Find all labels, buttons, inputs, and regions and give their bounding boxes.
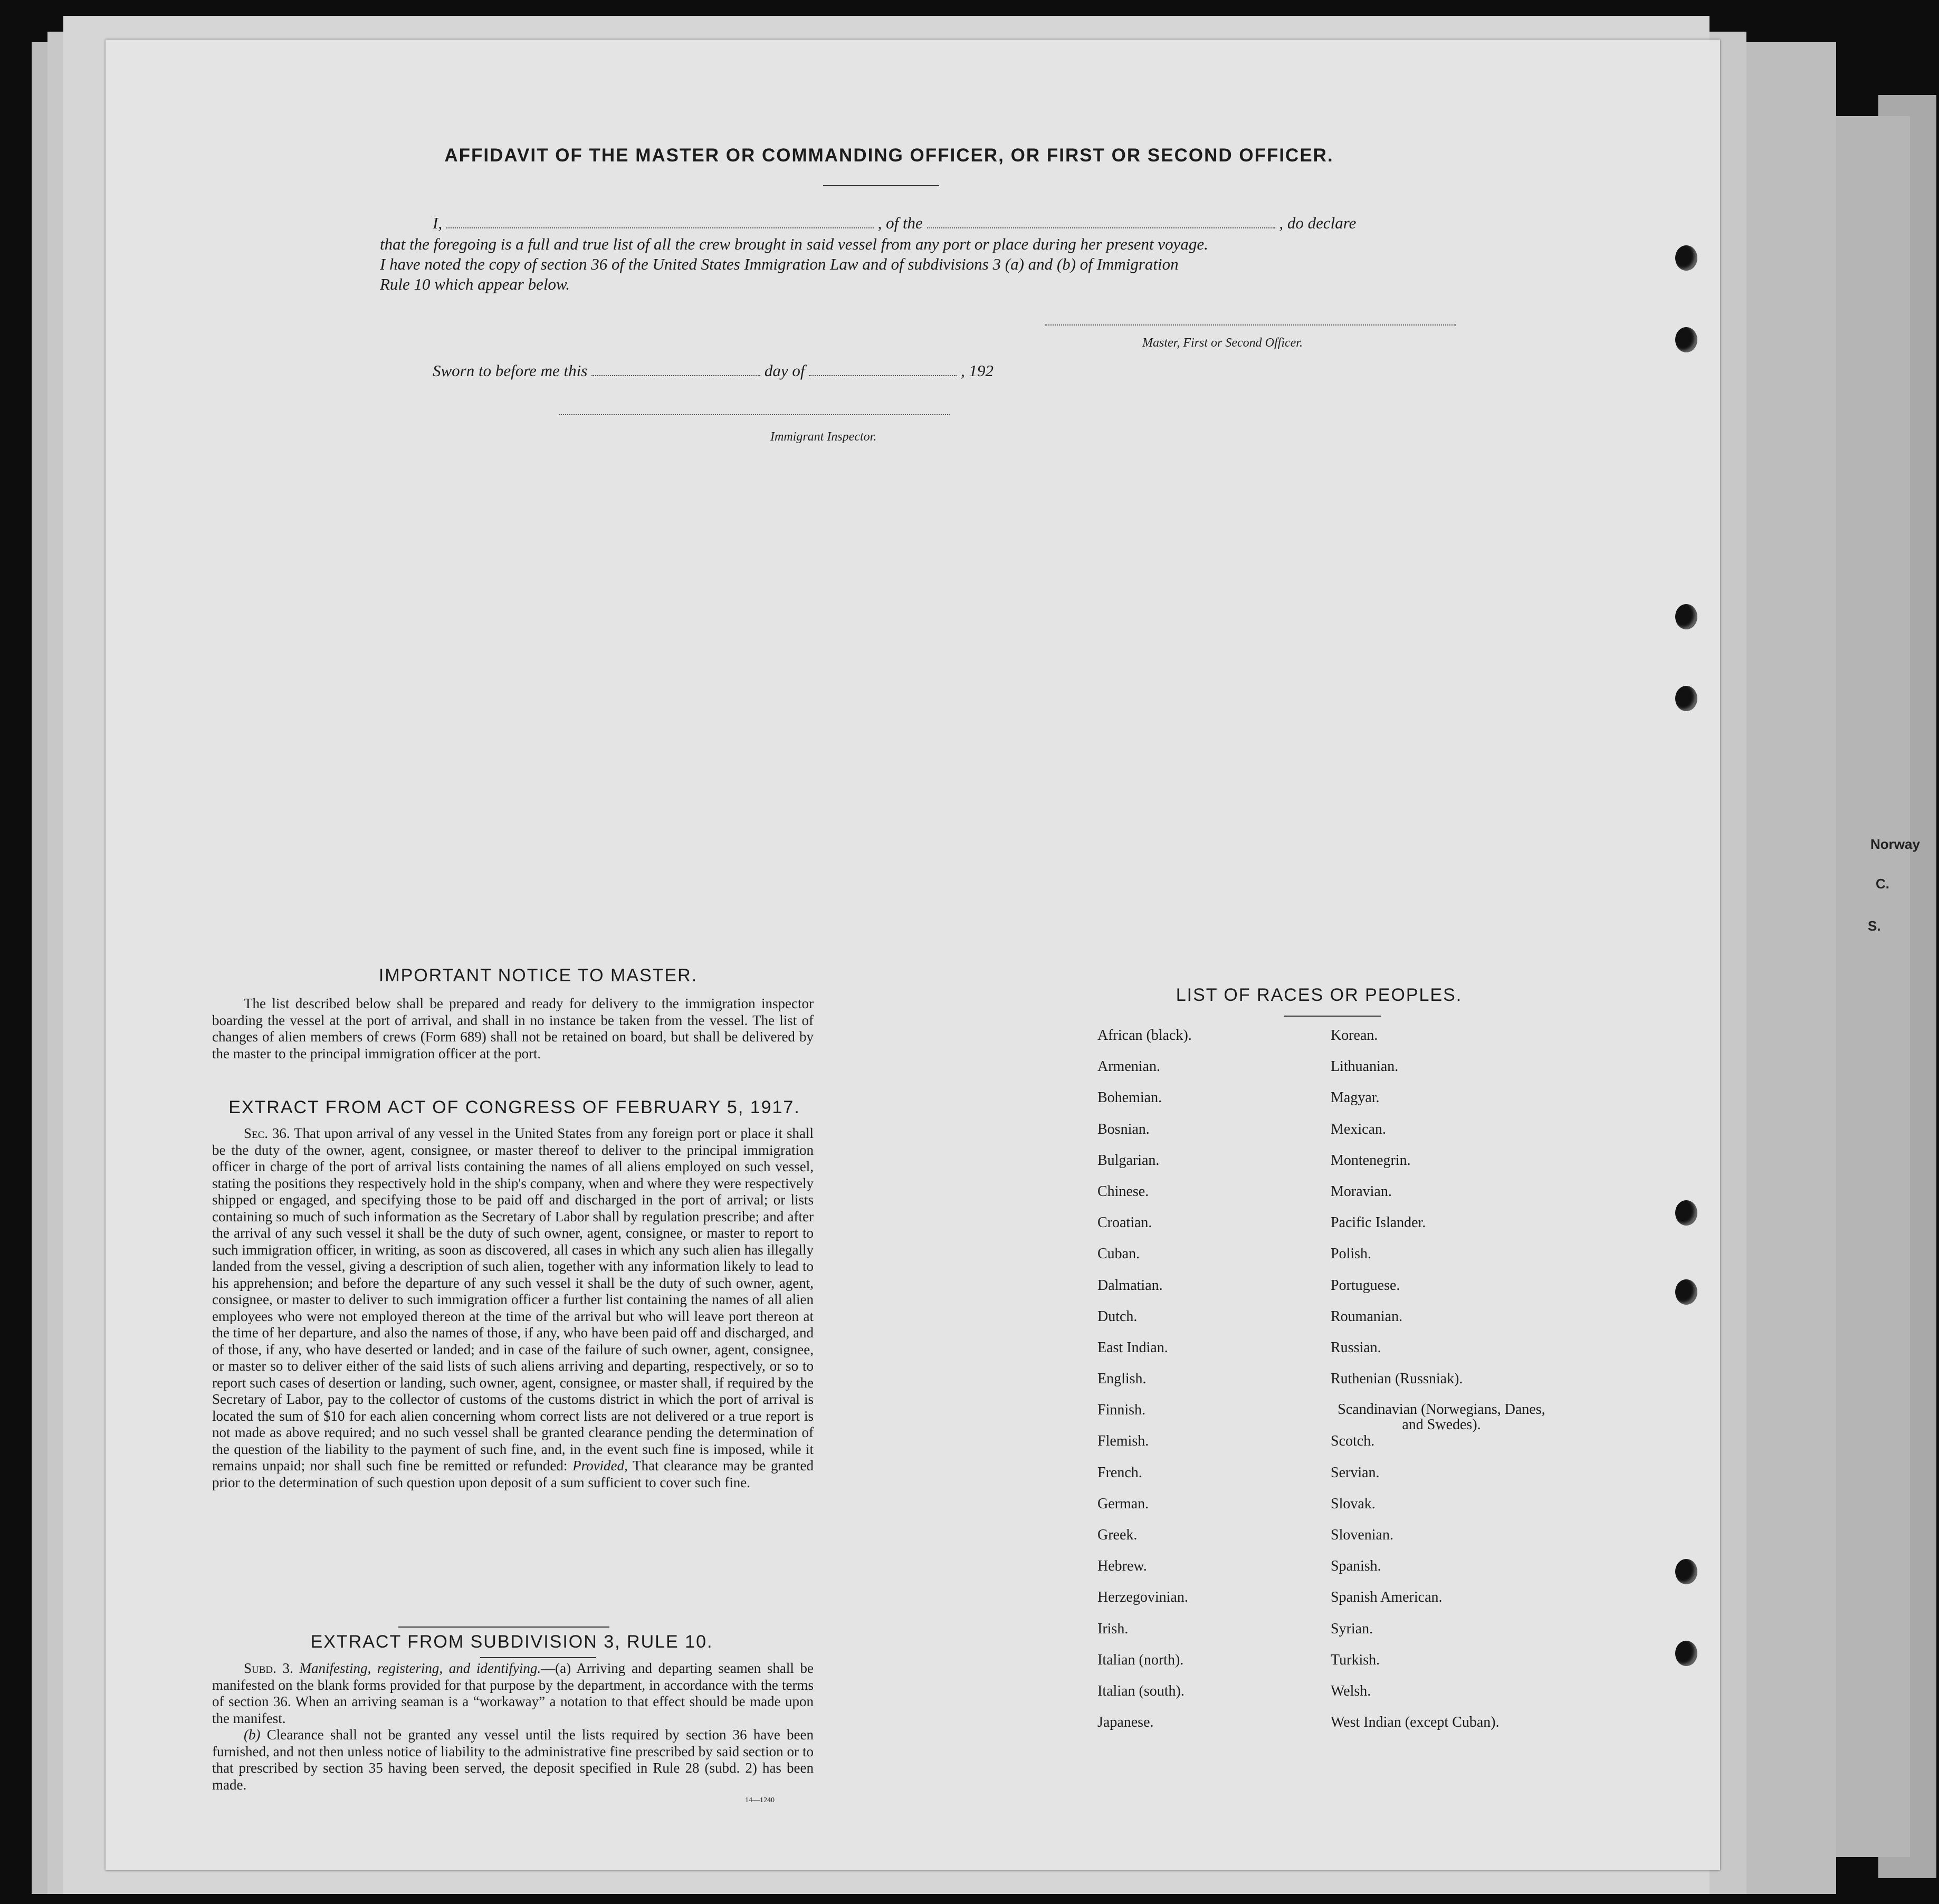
race-item: Scandinavian (Norwegians, Danes, and Swedes). — [1338, 1401, 1545, 1433]
race-item: Moravian. — [1331, 1183, 1392, 1200]
para-a: —(a) Arriving and departing seamen shall be manifested on the blank forms provided for that purpose by the department, in accordance with the terms of section 36. When an arriving seaman is a “workaway” a notation to that effect should be made upon the manifest. — [212, 1660, 814, 1726]
title-rule — [823, 185, 939, 186]
subd-label: Subd. 3. — [244, 1660, 293, 1676]
race-item: Welsh. — [1331, 1682, 1371, 1699]
race-item: Cuban. — [1097, 1246, 1140, 1262]
sworn-month-blank[interactable] — [809, 375, 957, 376]
race-item: Magyar. — [1331, 1089, 1380, 1106]
edge-fragment: C. — [1876, 876, 1889, 892]
punch-hole — [1675, 604, 1697, 629]
race-item: Korean. — [1331, 1027, 1378, 1044]
provided-label: Provided, — [572, 1458, 628, 1474]
race-item: English. — [1097, 1371, 1147, 1388]
edge-fragment: Norway — [1870, 836, 1920, 852]
para-b-label: (b) — [244, 1727, 261, 1743]
master-signature-line[interactable] — [1045, 324, 1456, 326]
rule-heading: EXTRACT FROM SUBDIVISION 3, RULE 10. — [310, 1632, 713, 1652]
race-item: Armenian. — [1097, 1058, 1160, 1075]
race-item: Hebrew. — [1097, 1558, 1147, 1575]
notice-heading: IMPORTANT NOTICE TO MASTER. — [378, 965, 698, 986]
sworn-day-blank[interactable] — [591, 375, 760, 376]
document-page — [106, 40, 1720, 1870]
inspector-signature-line[interactable] — [559, 414, 950, 415]
race-item: Irish. — [1097, 1620, 1129, 1637]
notice-body — [212, 996, 814, 1062]
punch-hole — [1675, 327, 1697, 352]
extract-rule-bottom-rule — [480, 1657, 596, 1658]
act-heading: EXTRACT FROM ACT OF CONGRESS OF FEBRUARY 5, 1917. — [228, 1097, 800, 1117]
races-heading: LIST OF RACES OR PEOPLES. — [1176, 985, 1463, 1005]
race-item: Polish. — [1331, 1246, 1372, 1262]
race-item: French. — [1097, 1464, 1142, 1481]
races-left-column — [1097, 1027, 1192, 1745]
race-item: Spanish. — [1331, 1558, 1381, 1575]
act-text: That upon arrival of any vessel in the United States from any foreign port or place it shall be the duty of the owner, agent, consignee, or master thereof to deliver to the principal immigration officer in charge of the port of arrival lists containing the names of all aliens employed on such vessel, stating the positions they respectively hold in the ship's company, when and where they were respectively shipped or engaged, and specifying those to be paid off and discharged in the port of arrival; or lists containing so much of such information as the Secretary of Labor shall by regulation prescribe; and after the arrival of any such vessel it shall be the duty of such owner, agent, consignee, or master to report to such immigration officer, in writing, as soon as discovered, all cases in which any such alien has illegally landed from the vessel, giving a description of such alien, together with any information likely to lead to his apprehension; and before the departure of any such vessel it shall be the duty of such owner, agent, consignee, or master to deliver to such immigration officer a further list containing the names of all alien employees who were not employed thereon at the time of the arrival but who will leave port thereon at the time of her departure, and also the names of those, if any, who have been paid off and discharged, and of those, if any, who have deserted or landed; and in case of the failure of such owner, agent, consignee, or master so to deliver either of the said lists of such aliens arriving and departing, respectively, or so to report such cases of desertion or landing, such owner, agent, consignee, or master shall, if required by the Secretary of Labor, pay to the collector of customs of the customs district in which the port of arrival is located the sum of $10 for each alien concerning whom correct lists are not delivered or a true report is not made as above required; and no such vessel shall be granted clearance pending the determination of the question of the liability to the payment of such fine, and, in the event such fine is imposed, while it remains unpaid; nor shall such fine be remitted or refunded: — [212, 1125, 814, 1474]
race-item: Chinese. — [1097, 1183, 1149, 1200]
race-item: Herzegovinian. — [1097, 1589, 1188, 1606]
background-page — [1836, 116, 1910, 1857]
race-item: Lithuanian. — [1331, 1058, 1399, 1075]
race-item: Greek. — [1097, 1527, 1138, 1543]
sworn-line — [433, 361, 994, 380]
punch-hole — [1675, 245, 1697, 271]
race-item: Portuguese. — [1331, 1277, 1400, 1294]
affidavit-title: AFFIDAVIT OF THE MASTER OR COMMANDING OFFICER, OR FIRST OR SECOND OFFICER. — [444, 145, 1334, 166]
race-item: Bosnian. — [1097, 1121, 1150, 1137]
affidavit-line-3: I have noted the copy of section 36 of the United States Immigration Law and of subdivisions 3 (a) and (b) of Immigration — [380, 255, 1179, 273]
act-body — [212, 1125, 814, 1491]
race-item: Croatian. — [1097, 1214, 1152, 1231]
day-of-label: day of — [764, 361, 805, 380]
race-item: Slovak. — [1331, 1495, 1376, 1512]
para-b: Clearance shall not be granted any vessel until the lists required by section 36 have been furnished, and not then unless notice of liability to the administrative fine prescribed by said section or to that prescribed by section 35 having been served, the deposit specified in Rule 28 (subd. 2) has been made. — [212, 1727, 814, 1793]
sec-label: Sec. 36. — [244, 1125, 290, 1141]
punch-hole — [1675, 686, 1697, 711]
race-item: Dalmatian. — [1097, 1277, 1163, 1294]
vessel-blank[interactable] — [927, 227, 1275, 228]
edge-fragment: S. — [1868, 918, 1881, 934]
race-item: Bohemian. — [1097, 1089, 1162, 1106]
race-item: Slovenian. — [1331, 1527, 1393, 1543]
affidavit-line-4: Rule 10 which appear below. — [380, 275, 570, 293]
punch-hole — [1675, 1279, 1697, 1305]
notice-text: The list described below shall be prepared and ready for delivery to the immigration inspector boarding the vessel at the port of arrival, and shall in no instance be taken from the vessel. The list of changes of alien members of crews (Form 689) shall not be retained on board, but shall be delivered by the master to the principal immigration officer at the port. — [212, 996, 814, 1061]
subd-title: Manifesting, registering, and identifying. — [299, 1660, 541, 1676]
race-item: East Indian. — [1097, 1339, 1168, 1356]
race-item: Bulgarian. — [1097, 1152, 1160, 1169]
race-item: West Indian (except Cuban). — [1331, 1714, 1499, 1731]
race-item: Italian (south). — [1097, 1682, 1185, 1699]
do-declare-label: , do declare — [1279, 214, 1357, 232]
name-blank[interactable] — [446, 227, 874, 228]
race-item: Finnish. — [1097, 1402, 1146, 1419]
affidavit-line-1 — [433, 214, 1356, 233]
affidavit-line-2: that the foregoing is a full and true list of all the crew brought in said vessel from any port or place during her present voyage. — [380, 235, 1208, 253]
race-item: Montenegrin. — [1331, 1152, 1411, 1169]
punch-hole — [1675, 1559, 1697, 1584]
race-item: Ruthenian (Russniak). — [1331, 1371, 1463, 1388]
extract-rule-top-rule — [398, 1626, 609, 1628]
race-item: Japanese. — [1097, 1714, 1154, 1731]
race-item: Dutch. — [1097, 1308, 1138, 1325]
race-item: Syrian. — [1331, 1620, 1373, 1637]
races-right-column — [1331, 1027, 1552, 1745]
races-rule — [1284, 1016, 1381, 1017]
race-item: Pacific Islander. — [1331, 1214, 1426, 1231]
race-item: African (black). — [1097, 1027, 1192, 1044]
rule-body — [212, 1660, 814, 1793]
race-item: Scotch. — [1331, 1433, 1375, 1450]
race-item: Turkish. — [1331, 1651, 1380, 1668]
form-number: 14—1240 — [745, 1796, 775, 1804]
i-label: I, — [433, 214, 443, 232]
race-item: Flemish. — [1097, 1433, 1149, 1450]
sworn-label: Sworn to before me this — [433, 361, 588, 380]
race-item: Spanish American. — [1331, 1589, 1443, 1606]
inspector-caption: Immigrant Inspector. — [770, 430, 877, 444]
race-item: Roumanian. — [1331, 1308, 1403, 1325]
race-item: German. — [1097, 1495, 1149, 1512]
punch-hole — [1675, 1641, 1697, 1666]
of-the-label: , of the — [877, 214, 923, 232]
master-caption: Master, First or Second Officer. — [1142, 336, 1303, 350]
punch-hole — [1675, 1200, 1697, 1226]
year-label: , 192 — [960, 361, 994, 380]
race-item: Italian (north). — [1097, 1651, 1184, 1668]
race-item: Russian. — [1331, 1339, 1381, 1356]
race-item: Servian. — [1331, 1464, 1380, 1481]
act-text-end: That clearance may be granted prior to the determination of such question upon deposit of a sum sufficient to cover such fine. — [212, 1458, 814, 1490]
race-item: Mexican. — [1331, 1121, 1386, 1137]
